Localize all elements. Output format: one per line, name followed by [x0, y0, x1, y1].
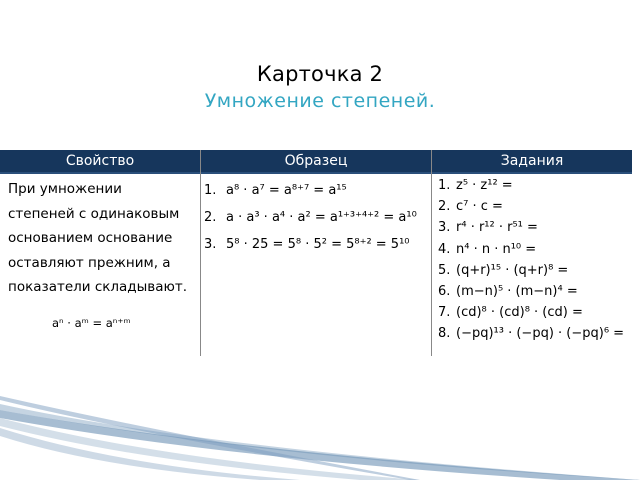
- column-divider: [200, 150, 201, 356]
- header-divider: [0, 172, 632, 174]
- header-property: Свойство: [0, 150, 200, 172]
- task-item: 6. (m−n)⁵ · (m−n)⁴ =: [438, 284, 578, 300]
- task-item: 2. c⁷ · c =: [438, 199, 503, 215]
- rule-line: При умножении: [8, 181, 122, 197]
- task-list: [438, 175, 624, 345]
- task-item: 1. z⁵ · z¹² =: [438, 178, 513, 193]
- header-tasks: Задания: [432, 150, 632, 172]
- sample-list: [204, 177, 417, 258]
- task-item: 3. r⁴ · r¹² · r⁵¹ =: [438, 220, 538, 236]
- card-subtitle: Умножение степеней.: [204, 90, 436, 112]
- exercise-table: [0, 150, 632, 356]
- sample-item: 2. a · a³ · a⁴ · a² = a¹⁺³⁺⁴⁺² = a¹⁰: [204, 210, 417, 225]
- task-item: 7. (cd)⁸ · (cd)⁸ · (cd) =: [438, 305, 583, 321]
- column-divider: [431, 150, 432, 356]
- task-item: 5. (q+r)¹⁵ · (q+r)⁸ =: [438, 262, 569, 278]
- header-sample: Образец: [201, 150, 431, 172]
- property-rule: [8, 177, 198, 300]
- sample-item: 3. 5⁸ · 25 = 5⁸ · 5² = 5⁸⁺² = 5¹⁰: [204, 237, 410, 252]
- rule-line: оставляют прежним, а: [8, 254, 171, 271]
- task-item: 8. (−pq)¹³ · (−pq) · (−pq)⁶ =: [438, 326, 625, 342]
- card-title: Карточка 2: [256, 62, 384, 86]
- rule-line: степеней с одинаковым: [8, 205, 180, 222]
- rule-line: основанием основание: [8, 230, 173, 246]
- rule-line: показатели складывают.: [8, 279, 188, 295]
- property-formula: aⁿ · aᵐ = aⁿ⁺ᵐ: [52, 316, 131, 330]
- sample-item: 1. a⁸ · a⁷ = a⁸⁺⁷ = a¹⁵: [204, 183, 347, 198]
- decorative-stripes: [0, 388, 640, 480]
- task-item: 4. n⁴ · n · n¹⁰ =: [438, 241, 537, 257]
